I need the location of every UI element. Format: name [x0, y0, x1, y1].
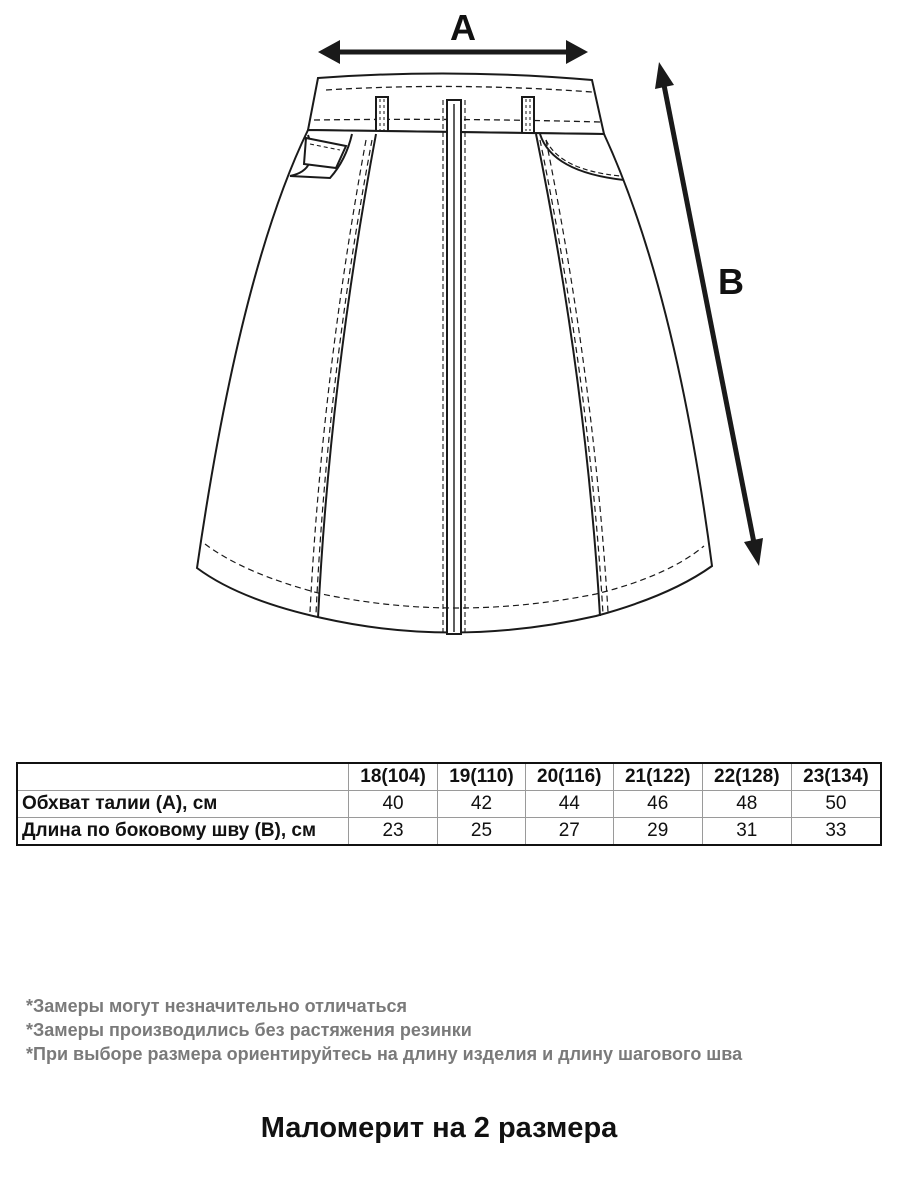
label-b: B [718, 261, 744, 302]
size-header: 22(128) [702, 763, 791, 791]
row-label: Обхват талии (A), см [17, 791, 349, 818]
skirt-drawing [197, 73, 712, 636]
table-cell: 42 [438, 791, 526, 818]
size-header: 20(116) [525, 763, 613, 791]
table-cell: 48 [702, 791, 791, 818]
sizing-warning-title: Маломерит на 2 размера [260, 1112, 618, 1144]
table-corner-cell [17, 763, 349, 791]
row-label: Длина по боковому шву (B), см [17, 818, 349, 846]
table-cell: 27 [525, 818, 613, 846]
table-row [17, 818, 881, 846]
label-a: A [450, 7, 476, 48]
table-cell: 33 [791, 818, 881, 846]
table-cell: 29 [613, 818, 702, 846]
table-cell: 25 [438, 818, 526, 846]
size-table [16, 762, 882, 846]
table-cell: 23 [349, 818, 438, 846]
measurement-notes [26, 994, 742, 1066]
table-cell: 40 [349, 791, 438, 818]
note-line: *Замеры могут незначительно отличаться [26, 996, 408, 1016]
table-cell: 50 [791, 791, 881, 818]
table-cell: 44 [525, 791, 613, 818]
table-cell: 31 [702, 818, 791, 846]
note-line: *При выборе размера ориентируйтесь на длину изделия и длину шагового шва [26, 1044, 743, 1064]
table-row [17, 791, 881, 818]
table-cell: 46 [613, 791, 702, 818]
size-header: 21(122) [613, 763, 702, 791]
size-header: 18(104) [349, 763, 438, 791]
table-header-row [17, 763, 881, 791]
note-line: *Замеры производились без растяжения резинки [26, 1020, 472, 1040]
size-header: 19(110) [438, 763, 526, 791]
size-header: 23(134) [791, 763, 881, 791]
